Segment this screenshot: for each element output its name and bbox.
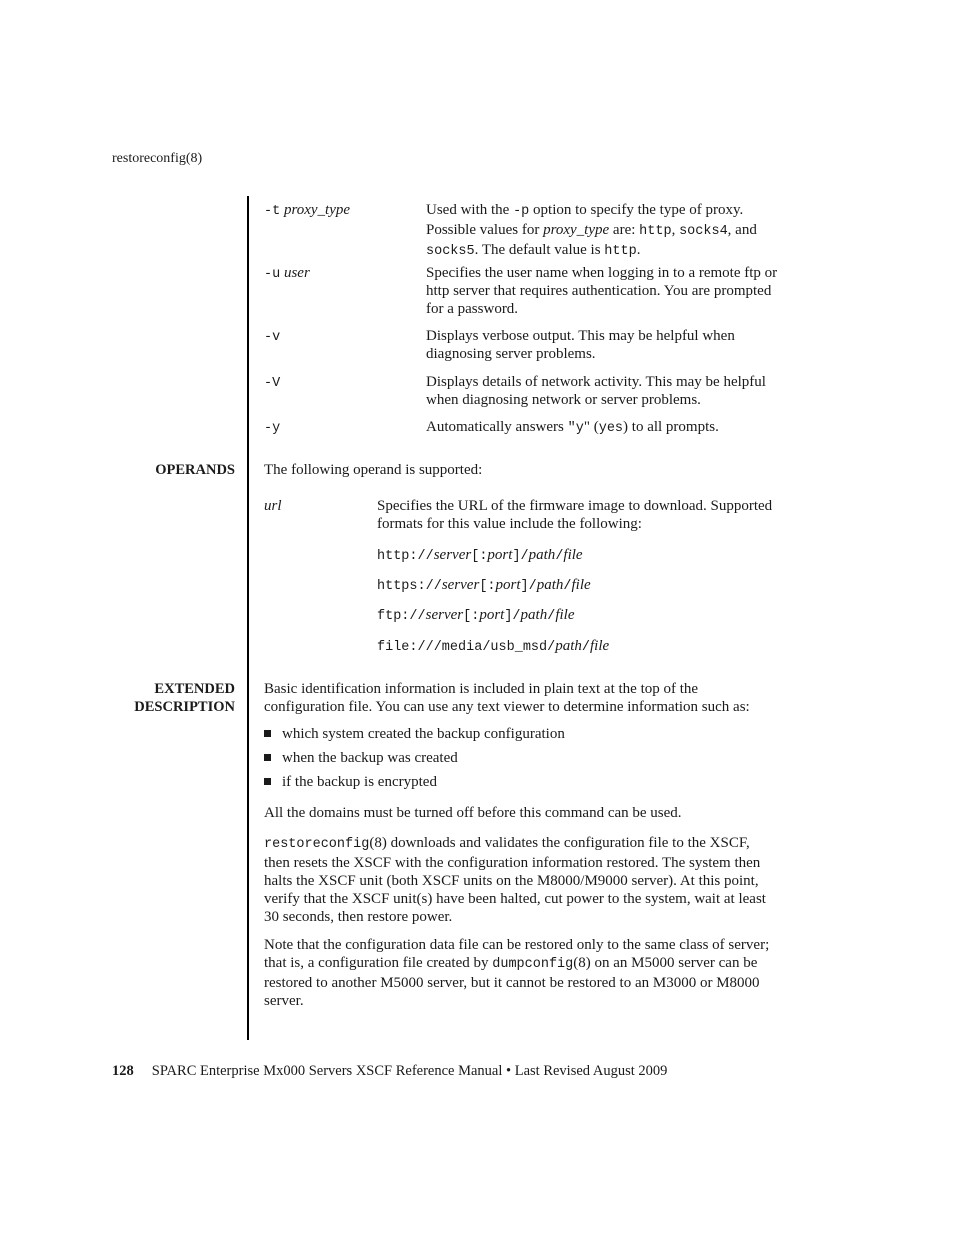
bullet-icon — [264, 730, 271, 737]
option-flag: -u — [264, 267, 281, 282]
option-V-desc — [426, 373, 828, 409]
text: (8) downloads and validates the configuration file to the XSCF, — [369, 835, 750, 851]
text: that is, a configuration file created by — [264, 955, 493, 971]
text: ) to all prompts. — [623, 419, 719, 435]
option-flag: -V — [264, 376, 281, 391]
text-line: Specifies the URL of the firmware image to download. Supported — [377, 498, 773, 514]
command-name: dumpconfig — [492, 957, 574, 972]
running-header: restoreconfig(8) — [112, 151, 203, 166]
extended-paragraph-1 — [264, 680, 830, 716]
list-item — [264, 749, 458, 767]
term: port — [479, 607, 505, 623]
url-format-http — [377, 546, 583, 566]
term: file — [590, 638, 610, 654]
term: port — [495, 577, 521, 593]
term: port — [487, 547, 513, 563]
list-item-text: if the backup is encrypted — [282, 774, 437, 790]
option-u-desc — [426, 264, 828, 318]
code: http — [604, 244, 637, 259]
extended-paragraph-4 — [264, 936, 830, 1010]
option-v — [264, 327, 280, 347]
option-flag: -y — [264, 421, 281, 436]
code: ]/ — [504, 609, 521, 624]
code: / — [563, 579, 572, 594]
term: proxy_type — [543, 222, 610, 238]
code: http:// — [377, 549, 434, 564]
text-line: server. — [264, 993, 304, 1009]
code: ftp:// — [377, 609, 426, 624]
option-arg: user — [283, 265, 310, 281]
text: option to specify the type of proxy. — [529, 202, 744, 218]
text-line: verify that the XSCF unit(s) have been halted, cut power to the system, wait at least — [264, 891, 766, 907]
text-line: Displays details of network activity. This may be helpful — [426, 374, 766, 390]
page-footer — [112, 1062, 667, 1080]
section-rule — [247, 196, 249, 1040]
option-V — [264, 373, 280, 393]
footer-title: SPARC Enterprise Mx000 Servers XSCF Reference Manual • Last Revised August 2009 — [151, 1063, 668, 1079]
list-item — [264, 773, 437, 791]
operand-term — [264, 497, 282, 515]
extended-paragraph-2: All the domains must be turned off before this command can be used. — [264, 805, 682, 821]
term: file — [563, 547, 583, 563]
code: yes — [598, 421, 624, 436]
text-line: formats for this value include the following: — [377, 516, 642, 532]
text-line: halts the XSCF unit (both XSCF units on the M8000/M9000 server). At this point, — [264, 873, 759, 889]
code: ]/ — [520, 579, 537, 594]
code: ]/ — [512, 549, 529, 564]
option-y-desc — [426, 418, 828, 438]
code: https:// — [377, 579, 442, 594]
option-flag: -t — [264, 204, 281, 219]
term: server — [425, 607, 464, 623]
text-line: 30 seconds, then restore power. — [264, 909, 453, 925]
operand-desc — [377, 497, 829, 533]
option-v-desc — [426, 327, 828, 363]
term: path — [536, 577, 564, 593]
option-t-desc — [426, 201, 828, 261]
text: (8) on an M5000 server can be — [573, 955, 758, 971]
term: path — [528, 547, 556, 563]
code: [: — [479, 579, 496, 594]
operands-intro: The following operand is supported: — [264, 462, 483, 478]
bullet-icon — [264, 754, 271, 761]
term: url — [264, 498, 282, 514]
list-item-text: when the backup was created — [282, 750, 458, 766]
text-line: configuration file. You can use any text viewer to determine information such as: — [264, 699, 750, 715]
url-format-https — [377, 576, 591, 596]
code: file:///media/usb_msd/ — [377, 640, 556, 655]
text: are: — [609, 222, 640, 238]
term: file — [571, 577, 591, 593]
code: / — [581, 640, 591, 655]
text-line: Displays verbose output. This may be helpful when — [426, 328, 735, 344]
text: " ( — [583, 419, 599, 435]
option-t — [264, 201, 350, 221]
url-format-file — [377, 637, 609, 657]
extended-paragraph-3 — [264, 834, 830, 926]
text: , — [671, 222, 680, 238]
text-line: restored to another M5000 server, but it cannot be restored to an M3000 or M8000 — [264, 975, 760, 991]
text: . — [636, 242, 641, 258]
text-line: Note that the configuration data file can be restored only to the same class of server; — [264, 937, 770, 953]
text-line: when diagnosing network or server problems. — [426, 392, 701, 408]
term: path — [520, 607, 548, 623]
term: file — [555, 607, 575, 623]
code: / — [555, 549, 564, 564]
code: "y — [567, 421, 584, 436]
option-arg: proxy_type — [283, 202, 351, 218]
code: socks5 — [426, 244, 475, 259]
text-line: http server that requires authentication. You are prompted — [426, 283, 772, 299]
code: [: — [463, 609, 480, 624]
code: [: — [471, 549, 488, 564]
option-flag: -v — [264, 330, 281, 345]
text: Automatically answers — [426, 419, 568, 435]
text-line: Basic identification information is included in plain text at the top of the — [264, 681, 699, 697]
url-format-ftp — [377, 606, 574, 626]
text-line: Specifies the user name when logging in to a remote ftp or — [426, 265, 778, 281]
text: Possible values for — [426, 222, 544, 238]
text-line: then resets the XSCF with the configuration information restored. The system then — [264, 855, 761, 871]
text: , and — [727, 222, 757, 238]
text-line: for a password. — [426, 301, 519, 317]
list-item-text: which system created the backup configuration — [282, 726, 565, 742]
code: socks4 — [679, 224, 728, 239]
heading-line: DESCRIPTION — [134, 699, 235, 715]
section-heading-extended-description — [134, 680, 235, 716]
term: server — [441, 577, 480, 593]
page-number: 128 — [112, 1063, 134, 1079]
bullet-icon — [264, 778, 271, 785]
heading-line: EXTENDED — [154, 681, 235, 697]
list-item — [264, 725, 565, 743]
option-y — [264, 418, 280, 438]
section-heading-operands: OPERANDS — [155, 462, 235, 478]
text-line: diagnosing server problems. — [426, 346, 596, 362]
code: -p — [513, 204, 530, 219]
code: http — [639, 224, 672, 239]
code: / — [547, 609, 556, 624]
term: server — [433, 547, 472, 563]
text: . The default value is — [474, 242, 605, 258]
text: Used with the — [426, 202, 514, 218]
term: path — [555, 638, 582, 654]
command-name: restoreconfig — [264, 837, 370, 852]
option-u — [264, 264, 310, 284]
